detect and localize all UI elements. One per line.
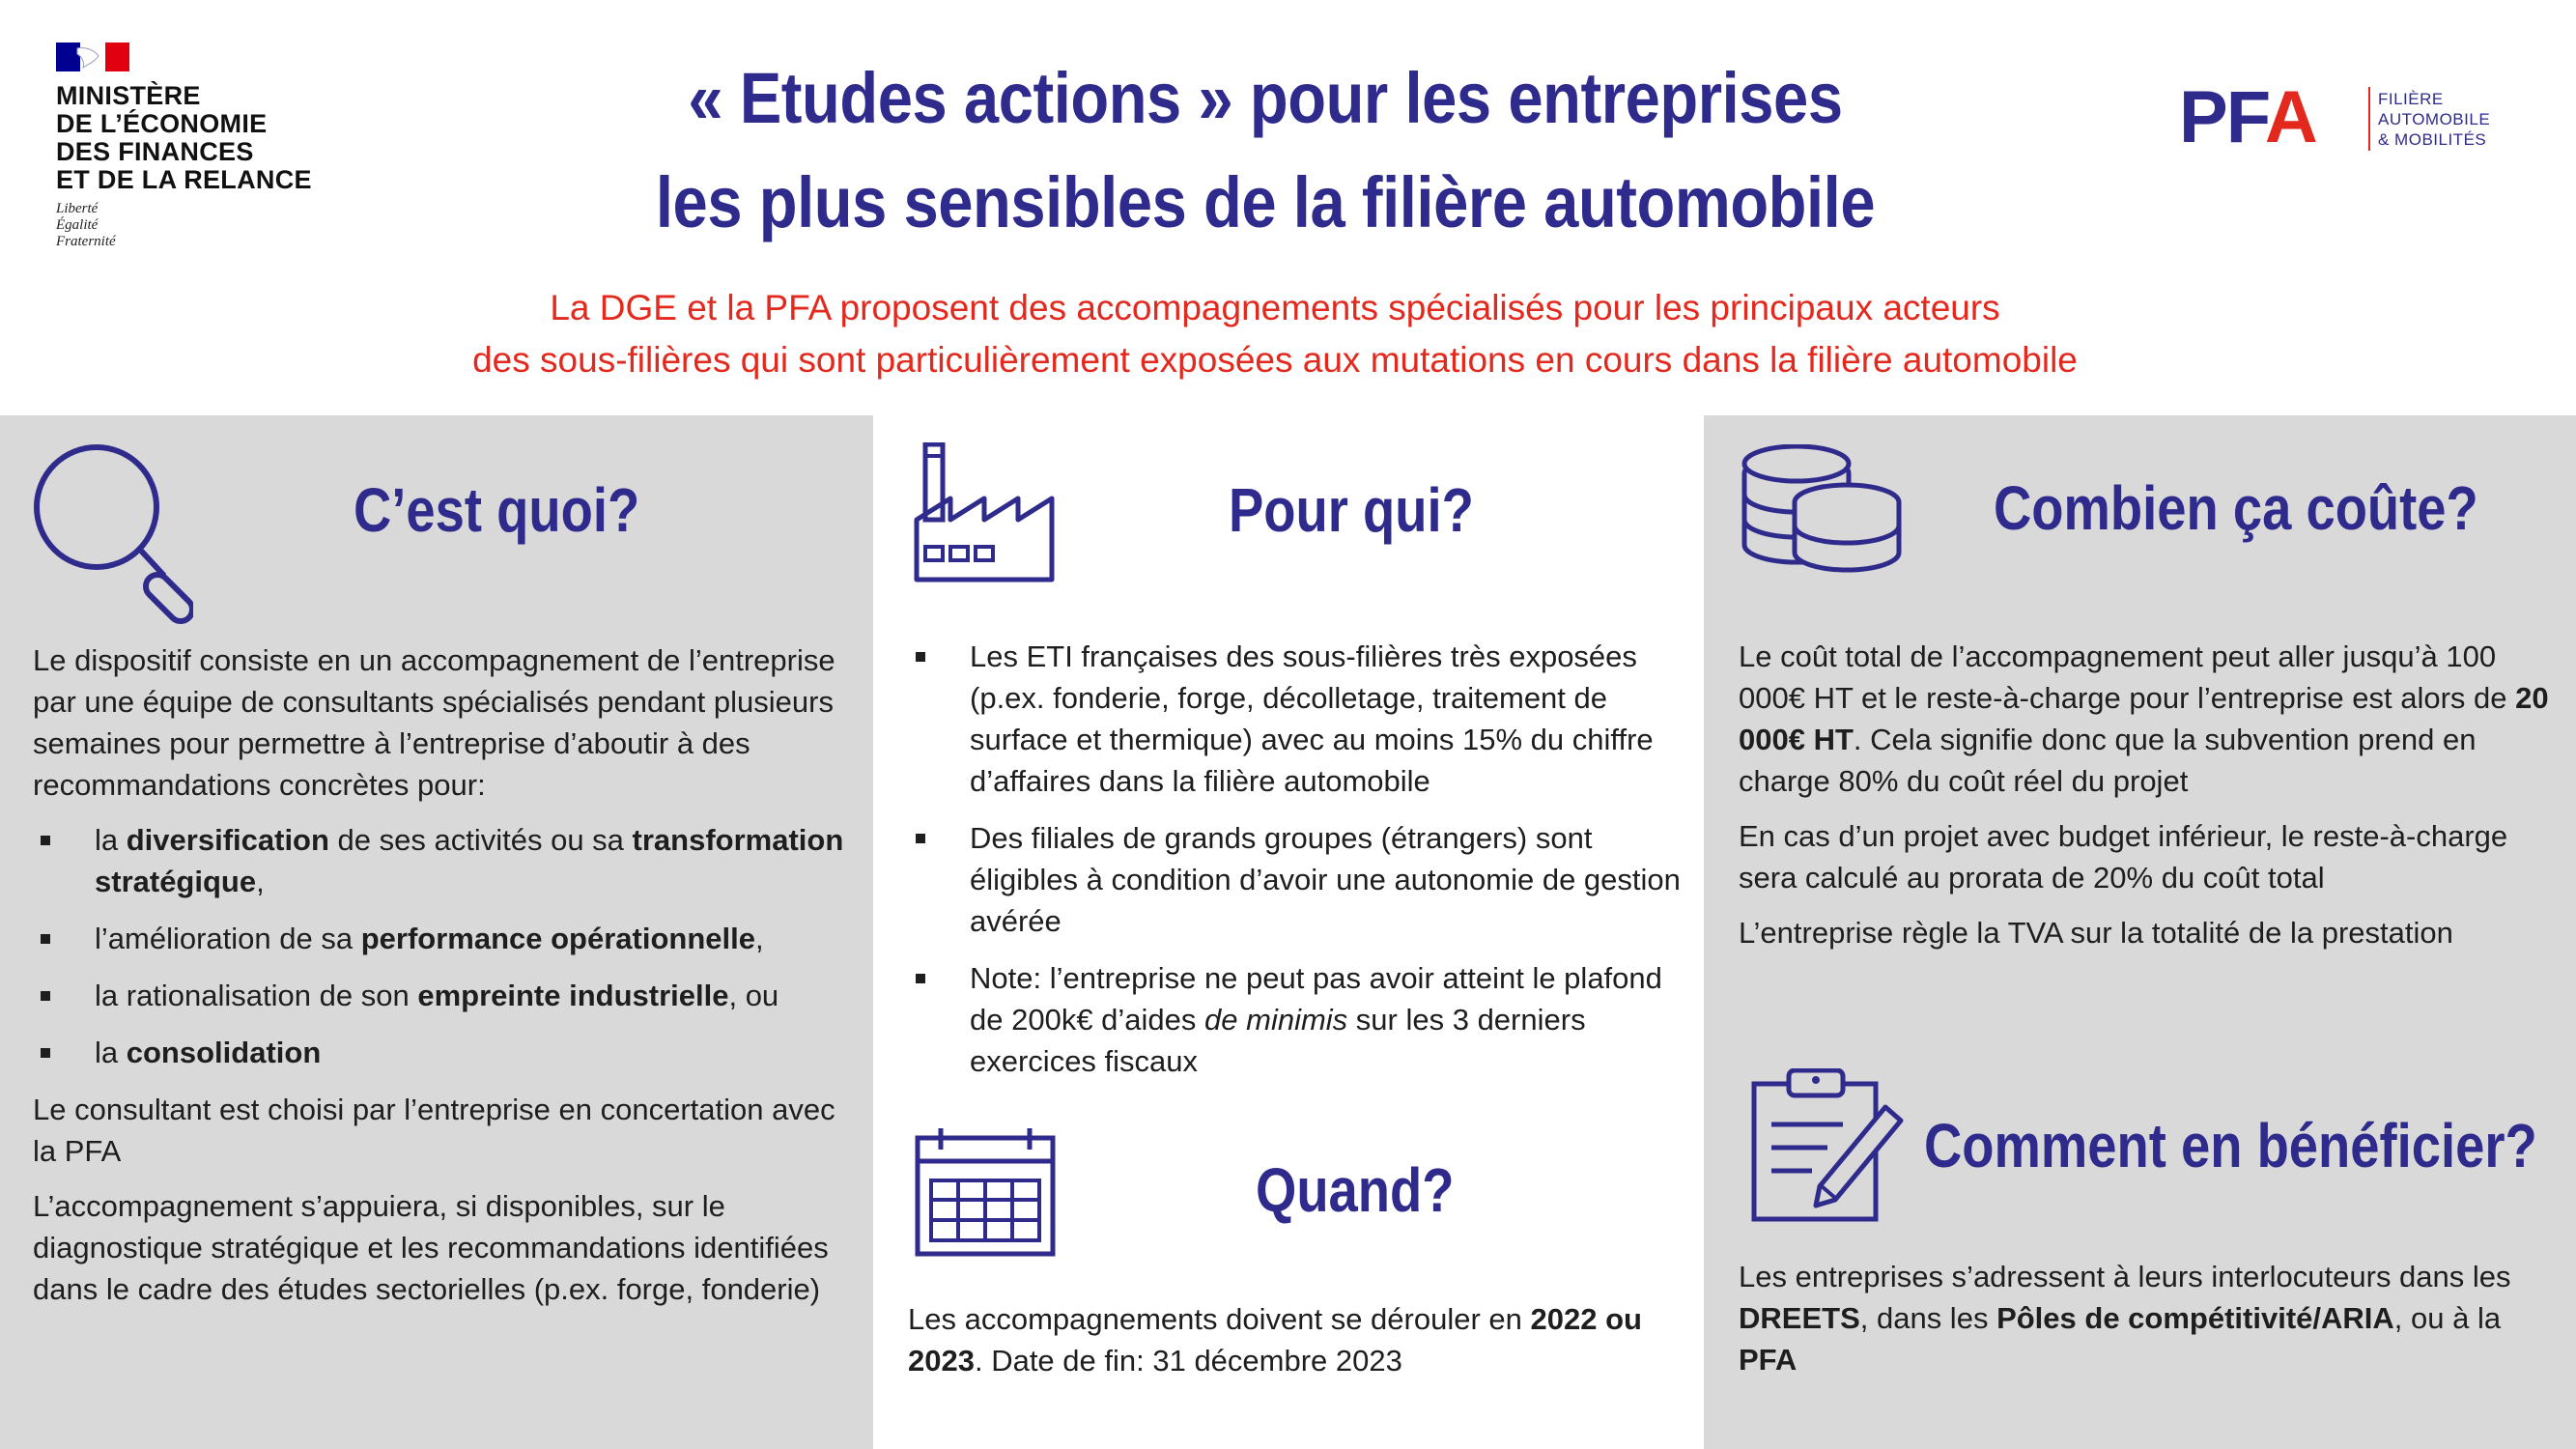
- list-item: Des filiales de grands groupes (étrangers) sont éligibles à condition d’avoir une autonomie de gestion avérée: [908, 817, 1692, 942]
- factory-icon: [912, 442, 1057, 583]
- government-logo: [56, 43, 326, 255]
- gov-logo-line: DE L’ÉCONOMIE: [56, 109, 268, 138]
- subtitle-line-2: des sous-filières qui sont particulièrement exposées aux mutations en cours dans la filière automobile: [472, 340, 2078, 380]
- section-body: [1739, 1256, 2550, 1394]
- magnifier-icon: [29, 435, 193, 628]
- list-item: la diversification de ses activités ou sa transformation stratégique,: [33, 819, 844, 902]
- section-body: [33, 639, 844, 1323]
- clipboard-pencil-icon: [1750, 1068, 1905, 1225]
- section-title: Combien ça coûte?: [1994, 473, 2478, 543]
- eligibility-list: [908, 636, 1692, 1082]
- gov-motto-line: Fraternité: [56, 234, 116, 249]
- section-body: [908, 1298, 1681, 1395]
- section-body: [908, 636, 1692, 1097]
- objectives-list: [33, 819, 844, 1073]
- calendar-icon: [914, 1126, 1057, 1258]
- title-line-2: les plus sensibles de la filière automobile: [655, 162, 1876, 242]
- page-subtitle: [290, 282, 2260, 386]
- contact-paragraph: Les entreprises s’adressent à leurs interlocuteurs dans les DREETS, dans les Pôles de compétitivité/ARIA, ou à la PFA: [1739, 1260, 2511, 1377]
- list-item: Note: l’entreprise ne peut pas avoir atteint le plafond de 200k€ d’aides de minimis sur les 3 derniers exercices fiscaux: [908, 957, 1692, 1082]
- page-title: [509, 46, 2022, 255]
- gov-logo-line: ET DE LA RELANCE: [56, 165, 312, 194]
- title-line-1: « Etudes actions » pour les entreprises: [688, 58, 1843, 138]
- marianne-flag-icon: [56, 43, 129, 71]
- intro-paragraph: Le dispositif consiste en un accompagnement de l’entreprise par une équipe de consultants spécialisés pendant plusieurs semaines pour permettre à l’entreprise d’aboutir à des recommandations concrètes pour:: [33, 643, 835, 802]
- panel-cest-quoi: [0, 415, 873, 1449]
- section-title: Pour qui?: [1229, 475, 1474, 545]
- gov-motto-line: Liberté: [56, 201, 99, 216]
- panel-combien-comment: [1704, 415, 2576, 1449]
- pfa-logo-line: AUTOMOBILE: [2378, 110, 2491, 128]
- list-item: la consolidation: [33, 1032, 844, 1073]
- tva-paragraph: L’entreprise règle la TVA sur la totalité de la prestation: [1739, 916, 2453, 950]
- gov-logo-line: MINISTÈRE: [56, 81, 201, 110]
- list-item: la rationalisation de son empreinte industrielle, ou: [33, 975, 844, 1016]
- coins-icon: [1739, 444, 1905, 576]
- list-item: l’amélioration de sa performance opérationnelle,: [33, 918, 844, 959]
- panel-pour-qui-quand: [873, 415, 1704, 1449]
- pfa-logo-wordmark: PFA: [2179, 76, 2316, 158]
- gov-logo-line: DES FINANCES: [56, 137, 254, 166]
- subtitle-line-1: La DGE et la PFA proposent des accompagnements spécialisés pour les principaux acteurs: [550, 288, 2000, 327]
- pfa-logo: [2175, 66, 2542, 162]
- cost-paragraph: Le coût total de l’accompagnement peut aller jusqu’à 100 000€ HT et le reste-à-charge pour l’entreprise est alors de 20 000€ HT. Cela signifie donc que la subvention prend en charge 80% du coût réel du projet: [1739, 639, 2549, 798]
- pfa-logo-line: FILIÈRE: [2378, 90, 2444, 108]
- section-title: Quand?: [1256, 1155, 1455, 1225]
- gov-motto-line: Égalité: [56, 217, 99, 233]
- section-body: [1739, 636, 2560, 967]
- support-paragraph: L’accompagnement s’appuiera, si disponibles, sur le diagnostique stratégique et les recommandations identifiées dans le cadre des études sectorielles (p.ex. forge, fonderie): [33, 1189, 829, 1306]
- pfa-logo-divider: [2368, 87, 2370, 151]
- pfa-logo-line: & MOBILITÉS: [2378, 130, 2487, 149]
- list-item: Les ETI françaises des sous-filières très exposées (p.ex. fonderie, forge, décolletage, traitement de surface et thermique) avec au moins 15% du chiffre d’affaires dans la filière automobile: [908, 636, 1692, 802]
- timing-paragraph: Les accompagnements doivent se dérouler en 2022 ou 2023. Date de fin: 31 décembre 2023: [908, 1302, 1642, 1378]
- section-title: C’est quoi?: [354, 475, 640, 545]
- prorata-paragraph: En cas d’un projet avec budget inférieur, le reste-à-charge sera calculé au prorata de 20% du coût total: [1739, 819, 2508, 895]
- section-title: Comment en bénéficier?: [1924, 1111, 2537, 1180]
- consultant-paragraph: Le consultant est choisi par l’entreprise en concertation avec la PFA: [33, 1093, 835, 1168]
